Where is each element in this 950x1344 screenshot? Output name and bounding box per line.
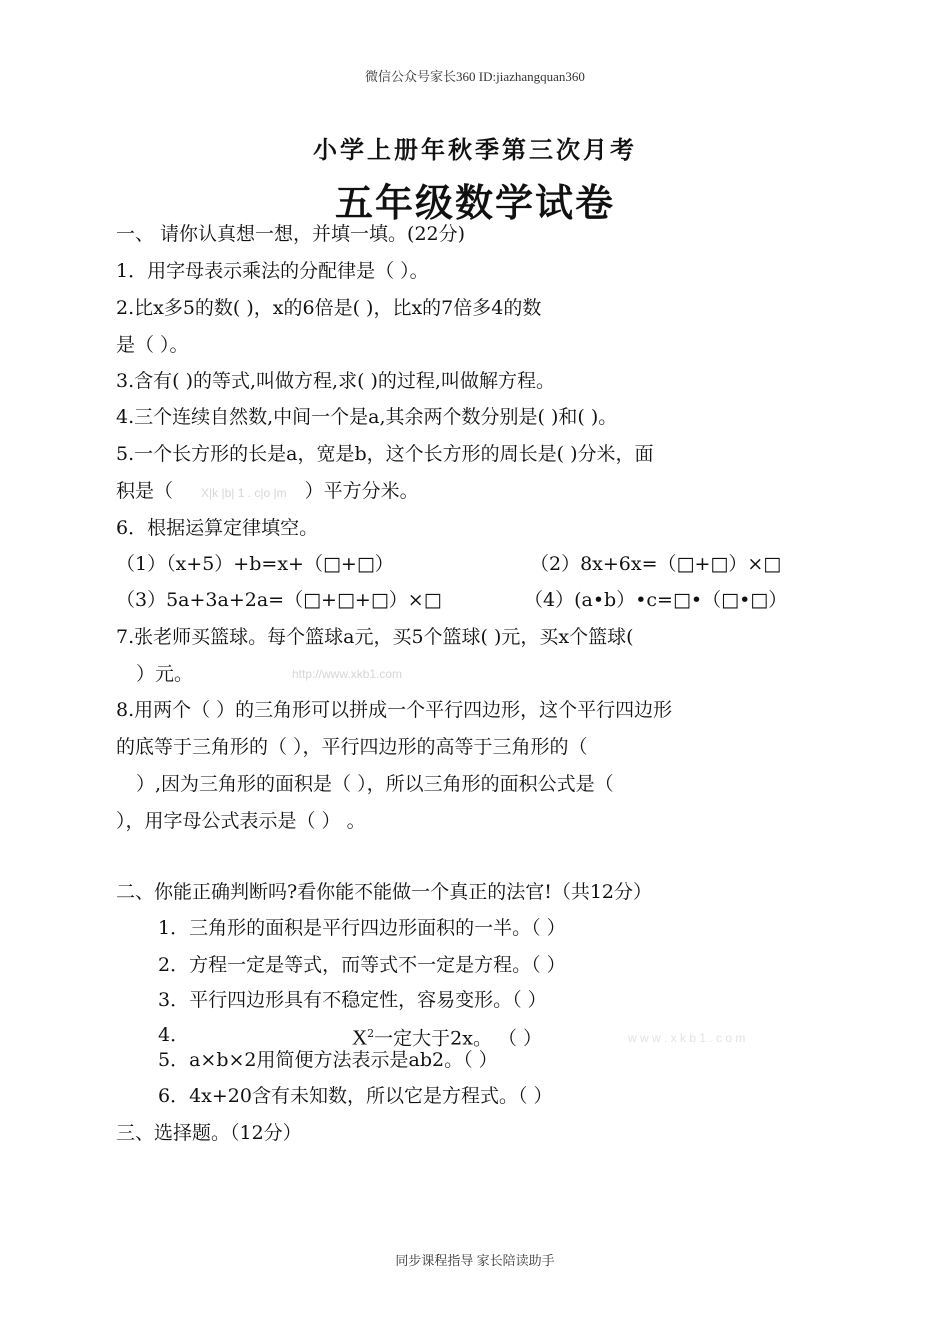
question-6: 6．根据运算定律填空。 (116, 517, 319, 539)
question-6-part-2: （2）8x+6x=（□+□）×□ (530, 553, 782, 575)
watermark-site: w w w . x k b 1 . c o m (628, 1031, 746, 1045)
question-2-line-2: 是（ ）。 (116, 334, 189, 356)
page-footer: 同步课程指导 家长陪读助手 (395, 1253, 555, 1268)
section-1-heading: 一、 请你认真想一想，并填一填。(22分) (116, 223, 466, 245)
question-6-part-3: （3）5a+3a+2a=（□+□+□）×□ (116, 589, 442, 611)
question-8-line-1: 8.用两个（ ）的三角形可以拼成一个平行四边形，这个平行四边形 (116, 699, 673, 721)
judge-item-2: 2．方程一定是等式，而等式不一定是方程。（ ） (158, 954, 566, 976)
question-5-line-2 (116, 479, 419, 505)
question-7-line-1: 7.张老师买篮球。每个篮球a元，买5个篮球( )元，买x个篮球( (116, 626, 634, 648)
question-3: 3.含有( )的等式,叫做方程,求( )的过程,叫做解方程。 (116, 370, 555, 392)
question-8-line-2: 的底等于三角形的（ ），平行四边形的高等于三角形的（ (116, 736, 588, 758)
question-5-prefix: 积是（ (116, 480, 174, 502)
question-6-part-1: （1）（x+5）+b=x+（□+□） (116, 553, 394, 575)
judge-item-6: 6．4x+20含有未知数，所以它是方程式。（ ） (158, 1085, 553, 1107)
judge-item-3: 3．平行四边形具有不稳定性，容易变形。（ ） (158, 989, 547, 1011)
judge-item-4 (352, 1022, 542, 1050)
question-6-part-4: （4）(a•b）•c=□•（□•□） (524, 589, 788, 611)
question-1: 1．用字母表示乘法的分配律是（ ）。 (116, 260, 429, 282)
question-8-line-3: ）,因为三角形的面积是（ ），所以三角形的面积公式是（ (136, 773, 614, 795)
watermark-url: http://www.xkb1.com (292, 667, 403, 681)
watermark-text: X|k |b| 1 . c|o |m (201, 486, 287, 500)
exam-subtitle: 小学上册年秋季第三次月考 (313, 135, 637, 164)
question-5-suffix: ）平方分米。 (304, 480, 419, 502)
question-2-line-1: 2.比x多5的数( )，x的6倍是( )，比x的7倍多4的数 (116, 297, 542, 319)
question-4: 4.三个连续自然数,中间一个是a,其余两个数分别是( )和( )。 (116, 406, 618, 428)
exam-title: 五年级数学试卷 (334, 180, 615, 225)
question-5-line-1: 5.一个长方形的长是a，宽是b，这个长方形的周长是( )分米，面 (116, 443, 654, 465)
judge-item-1: 1．三角形的面积是平行四边形面积的一半。（ ） (158, 917, 566, 939)
question-8-line-4: ），用字母公式表示是（ ） 。 (116, 810, 366, 832)
judge-item-5: 5．a×b×2用简便方法表示是ab2。（ ） (158, 1049, 498, 1071)
variable-x: X (352, 1025, 368, 1050)
page-header: 微信公众号家长360 ID:jiazhangquan360 (365, 69, 585, 84)
exponent: 2 (367, 1027, 375, 1040)
section-3-heading: 三、选择题。（12分） (116, 1122, 302, 1144)
judge-item-4-number: 4． (158, 1024, 190, 1046)
judge-item-4-text: 一定大于2x。 （ ） (374, 1027, 543, 1050)
question-7-line-2: ）元。 (136, 663, 194, 685)
section-2-heading: 二、你能正确判断吗?看你能不能做一个真正的法官!（共12分） (116, 881, 653, 903)
